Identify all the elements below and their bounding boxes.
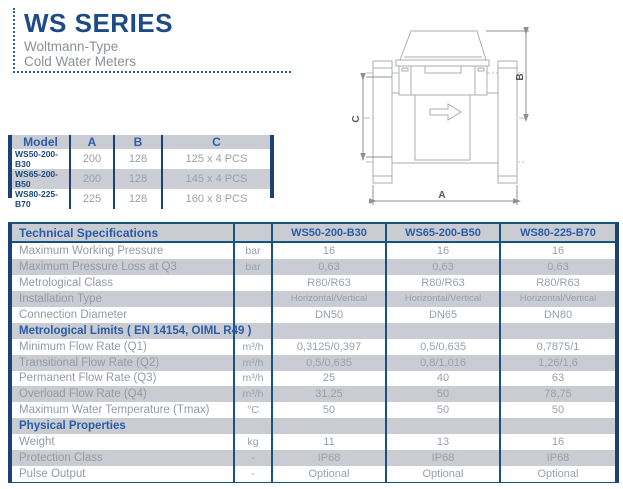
spec-value-cell: 50 <box>551 404 565 417</box>
spec-value-cell <box>387 323 501 339</box>
table-row <box>12 189 270 209</box>
spec-unit-cell: °C <box>235 402 273 418</box>
spec-label-cell: Protection Class <box>12 450 235 466</box>
spec-unit-cell <box>235 418 273 434</box>
page-title: WS SERIES <box>24 8 173 38</box>
dimension-label-b: B <box>515 73 526 81</box>
dim-b-cell: 128 <box>115 169 163 189</box>
spec-value-cell <box>273 418 387 434</box>
spec-label-cell: Overload Flow Rate (Q4) <box>12 386 235 402</box>
spec-value-cell: Optional <box>387 466 501 482</box>
register-lid <box>400 31 486 60</box>
dimension-table-rows <box>12 149 270 209</box>
spec-value-cell: Horizontal/Vertical <box>273 291 387 307</box>
spec-value-cell: Optional <box>537 468 579 481</box>
spec-value-cell: R80/R63 <box>273 275 387 291</box>
dim-col-model: Model <box>12 135 71 149</box>
spec-label-cell: Pulse Output <box>12 466 235 482</box>
spec-value-cell: 0,63 <box>273 259 387 275</box>
table-row <box>12 434 615 450</box>
table-row <box>12 339 615 355</box>
spec-value-cell <box>387 418 501 434</box>
spec-label-cell: Weight <box>12 434 235 450</box>
spec-value-cell: DN50 <box>273 307 387 323</box>
spec-unit-cell: m³/h <box>235 386 273 402</box>
spec-value-cell <box>273 323 387 339</box>
spec-label-cell: Connection Diameter <box>12 307 235 323</box>
spec-unit-cell: bar <box>235 259 273 275</box>
spec-value-cell: 50 <box>387 386 501 402</box>
section-row <box>12 418 615 434</box>
spec-value-cell: DN65 <box>387 307 501 323</box>
spec-value-cell <box>501 323 615 339</box>
spec-value-cell: 16 <box>551 436 565 449</box>
spec-value-cell: 13 <box>387 434 501 450</box>
table-row <box>12 371 615 387</box>
meter-technical-drawing <box>330 15 540 210</box>
spec-value-cell: 0,7875/1 <box>536 340 580 353</box>
table-row <box>12 402 615 418</box>
spec-label-cell: Installation Type <box>12 291 235 307</box>
spec-unit-cell: kg <box>235 434 273 450</box>
spec-unit-cell <box>235 275 273 291</box>
table-row <box>12 355 615 371</box>
table-row <box>12 307 615 323</box>
spec-model-header-2: WS65-200-B50 <box>387 224 501 241</box>
dim-model-cell: WS65-200-B50 <box>12 169 71 189</box>
spec-label-cell: Maximum Working Pressure <box>12 243 235 259</box>
spec-value-cell: 16 <box>273 243 387 259</box>
dim-c-cell: 160 x 8 PCS <box>185 193 248 205</box>
spec-unit-cell: m³/h <box>235 371 273 387</box>
spec-value-cell: IP68 <box>273 450 387 466</box>
table-row <box>12 259 615 275</box>
table-row <box>12 169 270 189</box>
spec-unit-header <box>235 224 273 241</box>
spec-value-cell: 0,3125/0,397 <box>273 339 387 355</box>
page-subtitle-line1: Woltmann-Type <box>24 39 119 54</box>
spec-value-cell: 40 <box>387 371 501 387</box>
spec-value-cell: 0,63 <box>547 260 569 273</box>
spec-table <box>8 222 619 483</box>
spec-value-cell: Horizontal/Vertical <box>519 293 597 305</box>
spec-label-cell: Metrological Class <box>12 275 235 291</box>
spec-value-cell: 1,26/1,6 <box>538 356 578 369</box>
spec-value-cell: 11 <box>273 434 387 450</box>
spec-value-cell: R80/R63 <box>387 275 501 291</box>
spec-value-cell: 63 <box>551 372 565 385</box>
spec-unit-cell: bar <box>235 243 273 259</box>
section-row <box>12 323 615 339</box>
spec-unit-cell <box>235 323 273 339</box>
spec-unit-cell <box>235 291 273 307</box>
spec-table-rows <box>12 243 615 482</box>
table-row <box>12 386 615 402</box>
table-row <box>12 243 615 259</box>
spec-value-cell: 25 <box>273 371 387 387</box>
dim-a-cell: 200 <box>71 169 115 189</box>
dim-b-cell: 128 <box>115 149 163 169</box>
dim-col-a: A <box>71 135 115 149</box>
section-title: Metrological Limits ( EN 14154, OIML R49 ) <box>12 323 235 339</box>
dim-col-b: B <box>115 135 163 149</box>
spec-value-cell: 16 <box>551 244 565 257</box>
spec-model-header-3: WS80-225-B70 <box>520 226 596 239</box>
spec-value-cell: Optional <box>273 466 387 482</box>
spec-unit-cell: m³/h <box>235 339 273 355</box>
spec-value-cell: 0,5/0,635 <box>273 355 387 371</box>
spec-value-cell: 78,75 <box>544 388 572 401</box>
spec-label-cell: Permanent Flow Rate (Q3) <box>12 371 235 387</box>
left-flange <box>373 61 392 183</box>
spec-value-cell: R80/R63 <box>536 276 580 289</box>
dim-model-cell: WS50-200-B30 <box>12 149 71 169</box>
register-lid-plate <box>396 60 489 66</box>
spec-value-cell: 16 <box>387 243 501 259</box>
spec-label-cell: Minimum Flow Rate (Q1) <box>12 339 235 355</box>
spec-label-cell: Maximum Water Temperature (Tmax) <box>12 402 235 418</box>
spec-unit-cell: - <box>235 466 273 482</box>
spec-value-cell: 0,5/0,635 <box>387 339 501 355</box>
spec-table-header <box>12 224 615 243</box>
dim-c-cell: 125 x 4 PCS <box>185 153 248 165</box>
spec-value-cell: 50 <box>273 402 387 418</box>
spec-value-cell: IP68 <box>546 452 570 465</box>
dimension-label-c: C <box>351 115 362 123</box>
dim-a-cell: 200 <box>71 149 115 169</box>
table-row <box>12 149 270 169</box>
spec-label-cell: Maximum Pressure Loss at Q3 <box>12 259 235 275</box>
spec-value-cell: DN80 <box>543 308 573 321</box>
spec-unit-cell: m³/h <box>235 355 273 371</box>
spec-unit-cell <box>235 307 273 323</box>
spec-value-cell: IP68 <box>387 450 501 466</box>
spec-value-cell: Horizontal/Vertical <box>387 291 501 307</box>
spec-value-cell: 0,63 <box>387 259 501 275</box>
spec-table-title: Technical Specifications <box>12 224 235 241</box>
spec-label-cell: Transitional Flow Rate (Q2) <box>12 355 235 371</box>
spec-value-cell: 0,8/1,016 <box>387 355 501 371</box>
page-subtitle-line2: Cold Water Meters <box>24 54 137 69</box>
dimension-table-header <box>12 135 270 149</box>
spec-model-header-1: WS50-200-B30 <box>273 224 387 241</box>
dim-c-cell: 145 x 4 PCS <box>185 173 248 185</box>
spec-value-cell <box>501 418 615 434</box>
dimension-table <box>8 135 274 209</box>
register-base <box>399 66 487 95</box>
spec-value-cell: 31,25 <box>273 386 387 402</box>
table-row <box>12 450 615 466</box>
table-row <box>12 291 615 307</box>
dim-col-c: C <box>212 135 221 149</box>
spec-unit-cell: - <box>235 450 273 466</box>
spec-value-cell: 50 <box>387 402 501 418</box>
dim-model-cell: WS80-225-B70 <box>12 189 71 209</box>
table-row <box>12 466 615 482</box>
section-title: Physical Properties <box>12 418 235 434</box>
table-row <box>12 275 615 291</box>
dim-a-cell: 225 <box>71 189 115 209</box>
dim-b-cell: 128 <box>115 189 163 209</box>
dimension-label-a: A <box>438 190 446 201</box>
